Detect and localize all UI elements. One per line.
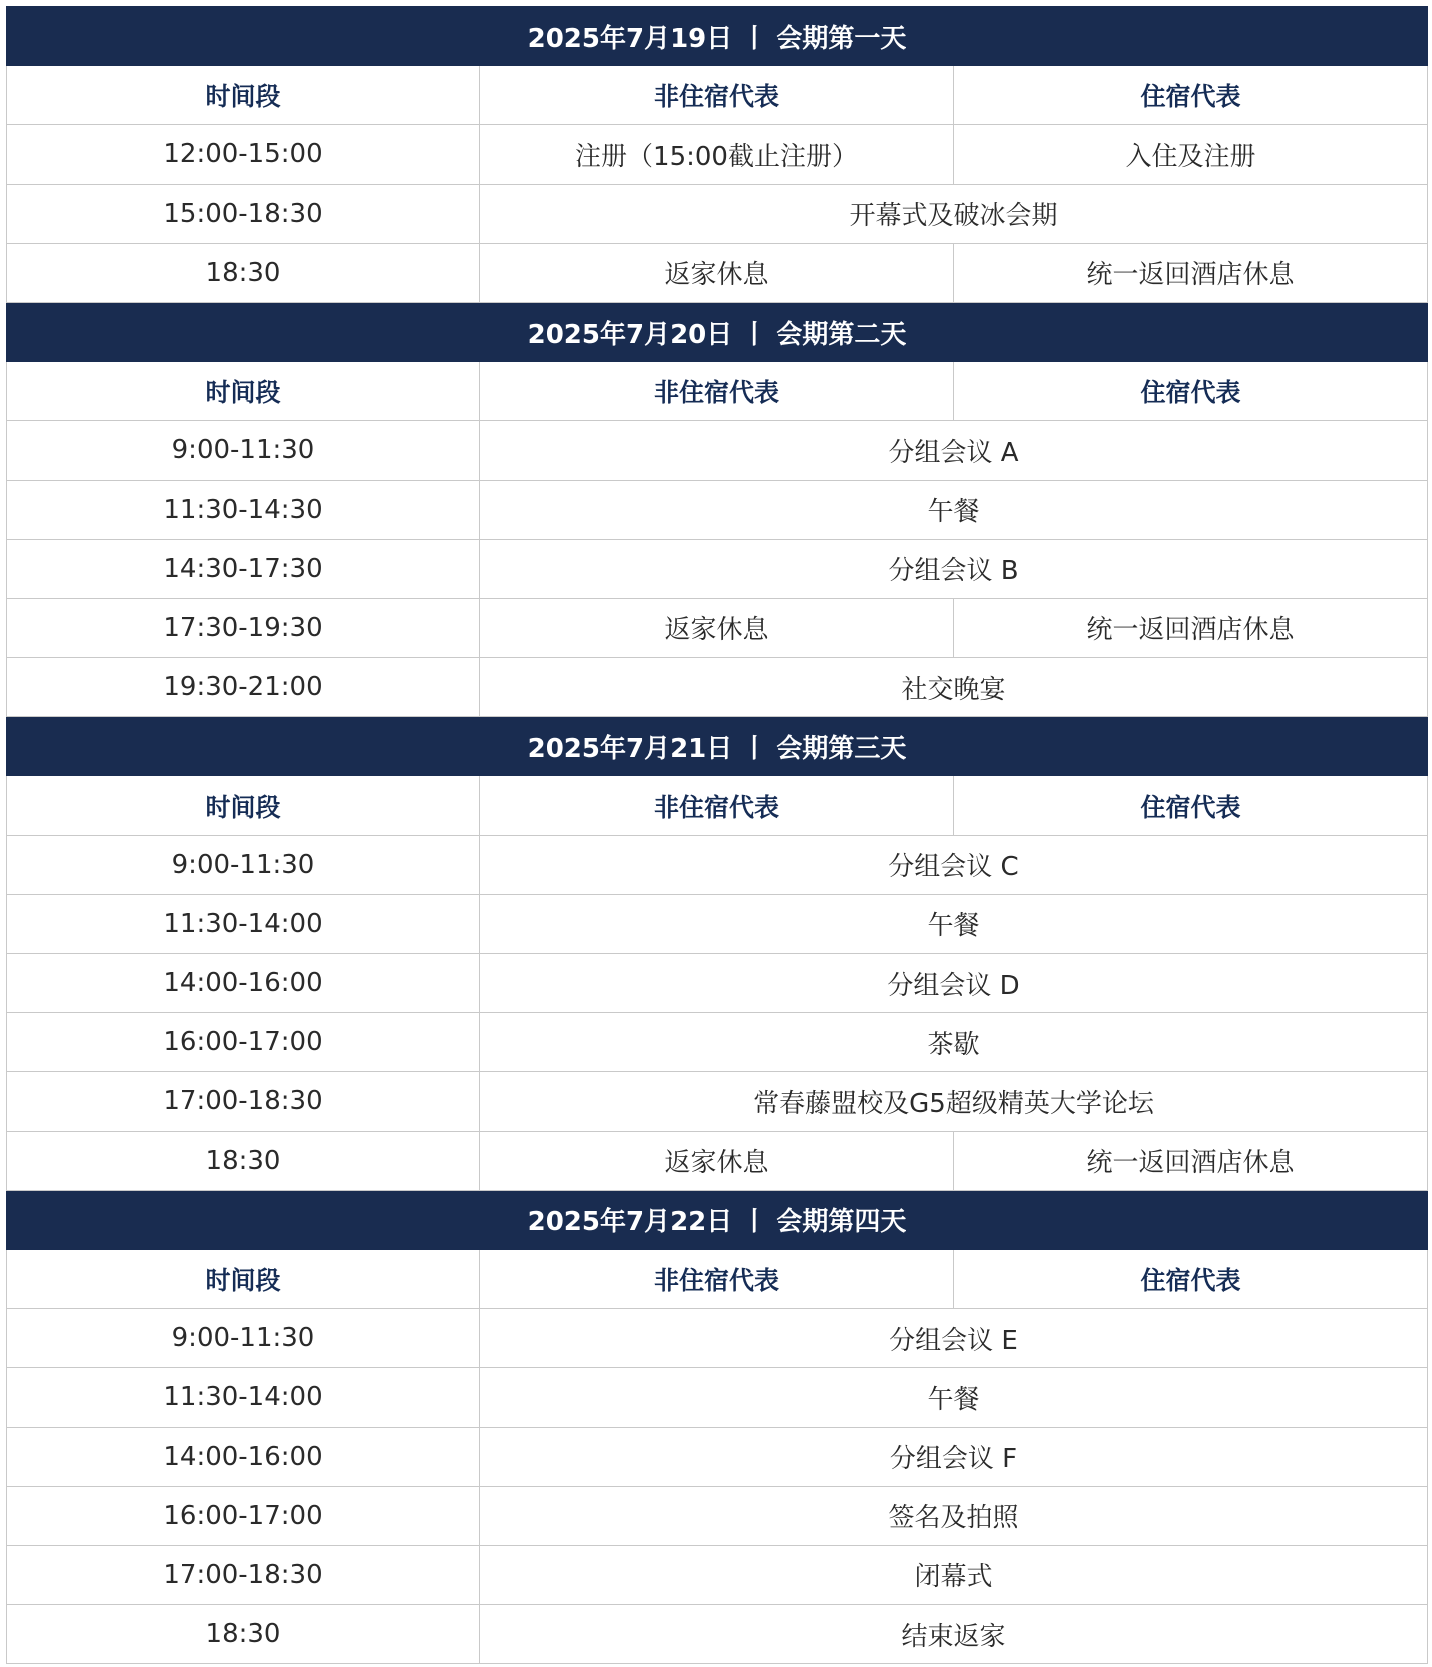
time-slot-cell: 18:30 [7, 1131, 480, 1190]
column-header-non-resident: 非住宿代表 [480, 776, 954, 835]
non-resident-activity-cell: 返家休息 [480, 243, 954, 302]
resident-activity-cell: 统一返回酒店休息 [954, 243, 1428, 302]
column-header-time: 时间段 [7, 362, 480, 421]
schedule-row [7, 125, 1428, 184]
column-header-resident: 住宿代表 [954, 776, 1428, 835]
column-header-time: 时间段 [7, 66, 480, 125]
time-slot-cell: 16:00-17:00 [7, 1013, 480, 1072]
schedule-row [7, 658, 1428, 717]
schedule-row [7, 1368, 1428, 1427]
all-delegates-activity-cell: 分组会议 C [480, 835, 1428, 894]
all-delegates-activity-cell: 结束返家 [480, 1605, 1428, 1664]
schedule-row [7, 480, 1428, 539]
all-delegates-activity-cell: 分组会议 B [480, 539, 1428, 598]
schedule-row [7, 1427, 1428, 1486]
schedule-row [7, 598, 1428, 657]
resident-activity-cell: 统一返回酒店休息 [954, 598, 1428, 657]
conference-schedule-table [6, 6, 1428, 1664]
schedule-row [7, 1545, 1428, 1604]
resident-activity-cell: 统一返回酒店休息 [954, 1131, 1428, 1190]
schedule-row [7, 1605, 1428, 1664]
column-header-row [7, 776, 1428, 835]
non-resident-activity-cell: 返家休息 [480, 1131, 954, 1190]
time-slot-cell: 14:00-16:00 [7, 1427, 480, 1486]
all-delegates-activity-cell: 分组会议 A [480, 421, 1428, 480]
schedule-row [7, 539, 1428, 598]
column-header-resident: 住宿代表 [954, 362, 1428, 421]
time-slot-cell: 12:00-15:00 [7, 125, 480, 184]
time-slot-cell: 19:30-21:00 [7, 658, 480, 717]
column-header-non-resident: 非住宿代表 [480, 1249, 954, 1308]
all-delegates-activity-cell: 午餐 [480, 1368, 1428, 1427]
non-resident-activity-cell: 注册（15:00截止注册） [480, 125, 954, 184]
schedule-row [7, 1309, 1428, 1368]
all-delegates-activity-cell: 午餐 [480, 480, 1428, 539]
all-delegates-activity-cell: 午餐 [480, 894, 1428, 953]
column-header-resident: 住宿代表 [954, 1249, 1428, 1308]
time-slot-cell: 9:00-11:30 [7, 1309, 480, 1368]
time-slot-cell: 15:00-18:30 [7, 184, 480, 243]
all-delegates-activity-cell: 茶歇 [480, 1013, 1428, 1072]
day-title: 2025年7月22日 丨 会期第四天 [7, 1190, 1428, 1249]
schedule-row [7, 1072, 1428, 1131]
schedule-row [7, 1013, 1428, 1072]
time-slot-cell: 9:00-11:30 [7, 835, 480, 894]
day-title: 2025年7月21日 丨 会期第三天 [7, 717, 1428, 776]
time-slot-cell: 18:30 [7, 1605, 480, 1664]
day-header-row [7, 302, 1428, 361]
schedule-row [7, 835, 1428, 894]
all-delegates-activity-cell: 开幕式及破冰会期 [480, 184, 1428, 243]
time-slot-cell: 17:30-19:30 [7, 598, 480, 657]
column-header-resident: 住宿代表 [954, 66, 1428, 125]
all-delegates-activity-cell: 闭幕式 [480, 1545, 1428, 1604]
all-delegates-activity-cell: 签名及拍照 [480, 1486, 1428, 1545]
time-slot-cell: 9:00-11:30 [7, 421, 480, 480]
day-title: 2025年7月19日 丨 会期第一天 [7, 7, 1428, 66]
time-slot-cell: 11:30-14:00 [7, 1368, 480, 1427]
day-title: 2025年7月20日 丨 会期第二天 [7, 302, 1428, 361]
schedule-row [7, 1486, 1428, 1545]
all-delegates-activity-cell: 分组会议 E [480, 1309, 1428, 1368]
day-header-row [7, 717, 1428, 776]
schedule-row [7, 1131, 1428, 1190]
day-header-row [7, 7, 1428, 66]
time-slot-cell: 11:30-14:00 [7, 894, 480, 953]
resident-activity-cell: 入住及注册 [954, 125, 1428, 184]
time-slot-cell: 17:00-18:30 [7, 1072, 480, 1131]
column-header-time: 时间段 [7, 1249, 480, 1308]
column-header-row [7, 1249, 1428, 1308]
column-header-time: 时间段 [7, 776, 480, 835]
column-header-row [7, 66, 1428, 125]
time-slot-cell: 14:00-16:00 [7, 954, 480, 1013]
schedule-row [7, 894, 1428, 953]
schedule-row [7, 954, 1428, 1013]
column-header-row [7, 362, 1428, 421]
schedule-row [7, 243, 1428, 302]
time-slot-cell: 11:30-14:30 [7, 480, 480, 539]
schedule-row [7, 184, 1428, 243]
schedule-row [7, 421, 1428, 480]
all-delegates-activity-cell: 常春藤盟校及G5超级精英大学论坛 [480, 1072, 1428, 1131]
all-delegates-activity-cell: 社交晚宴 [480, 658, 1428, 717]
time-slot-cell: 16:00-17:00 [7, 1486, 480, 1545]
all-delegates-activity-cell: 分组会议 D [480, 954, 1428, 1013]
column-header-non-resident: 非住宿代表 [480, 66, 954, 125]
column-header-non-resident: 非住宿代表 [480, 362, 954, 421]
all-delegates-activity-cell: 分组会议 F [480, 1427, 1428, 1486]
non-resident-activity-cell: 返家休息 [480, 598, 954, 657]
time-slot-cell: 14:30-17:30 [7, 539, 480, 598]
time-slot-cell: 17:00-18:30 [7, 1545, 480, 1604]
time-slot-cell: 18:30 [7, 243, 480, 302]
day-header-row [7, 1190, 1428, 1249]
